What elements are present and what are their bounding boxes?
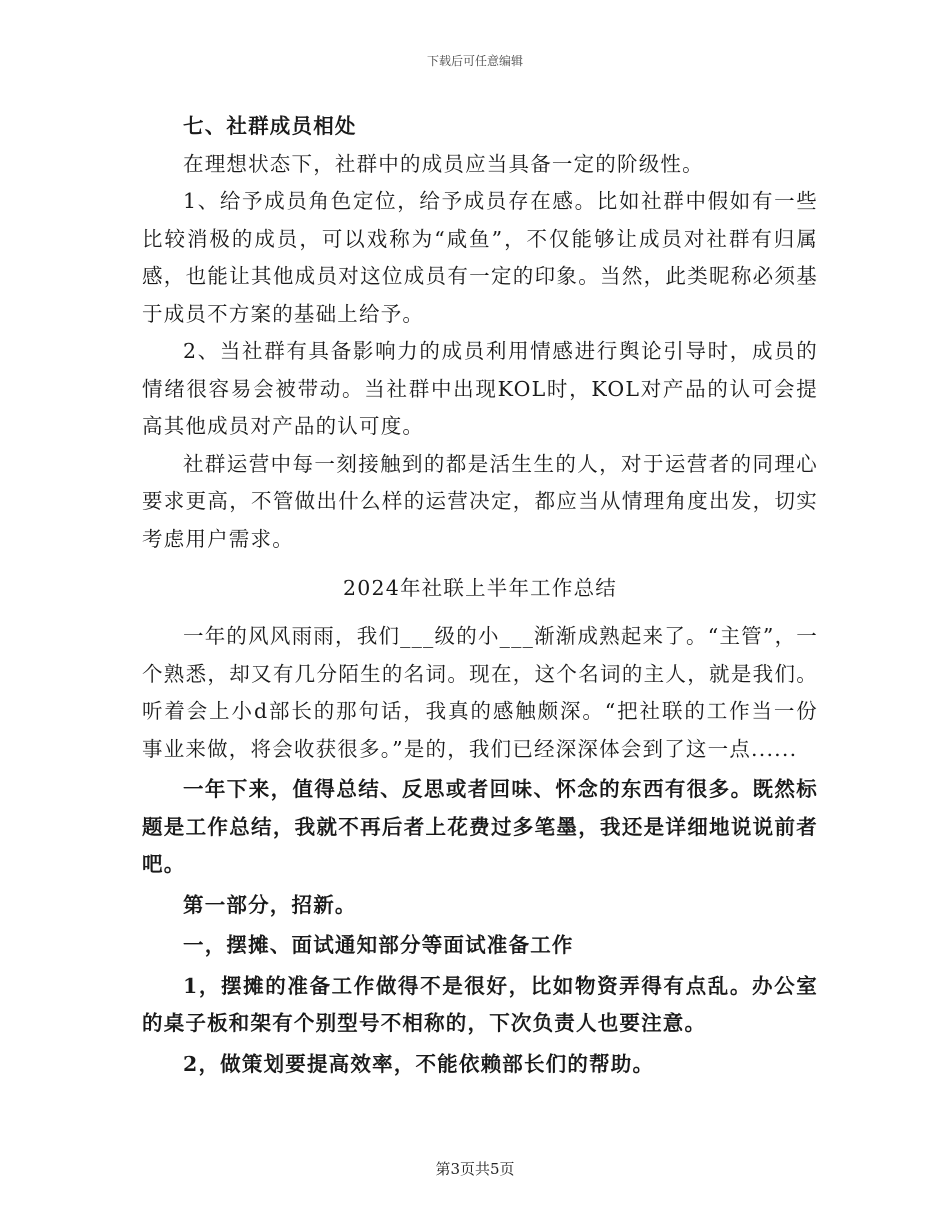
paragraph: 一年的风风雨雨，我们___级的小___渐渐成熟起来了。“主管”，一个熟悉，却又有几分陌生的名词。现在，这个名词的主人，就是我们。听着会上小d部长的那句话，我真的感触颇深。“把社联的工作当一份事业来做，将会收获很多。”是的，我们已经深深体会到了这一点......: [142, 624, 818, 761]
paragraph-bold: 一年下来，值得总结、反思或者回味、怀念的东西有很多。既然标题是工作总结，我就不再后者上花费过多笔墨，我还是详细地说说前者吧。: [142, 777, 818, 876]
paragraph: 1、给予成员角色定位，给予成员存在感。比如社群中假如有一些比较消极的成员，可以戏称为“咸鱼”，不仅能够让成员对社群有归属感，也能让其他成员对这位成员有一定的印象。当然，此类昵称必须基于成员不方案的基础上给予。: [142, 189, 818, 326]
page-header: 下载后可任意编辑: [426, 54, 523, 68]
document-title: 2024年社联上半年工作总结: [343, 576, 617, 600]
document-body: [142, 108, 818, 1083]
paragraph: 2、当社群有具备影响力的成员利用情感进行舆论引导时，成员的情绪很容易会被带动。当社群中出现KOL时，KOL对产品的认可会提高其他成员对产品的认可度。: [142, 339, 818, 438]
paragraph-bold: 2，做策划要提高效率，不能依赖部长们的帮助。: [183, 1051, 655, 1076]
subsection-heading: 一，摆摊、面试通知部分等面试准备工作: [183, 933, 574, 957]
page-number: 第3页共5页: [435, 1160, 515, 1178]
paragraph-bold: 1，摆摊的准备工作做得不是很好，比如物资弄得有点乱。办公室的桌子板和架有个别型号不相称的，下次负责人也要注意。: [142, 973, 818, 1035]
subsection-heading: 第一部分，招新。: [183, 892, 357, 917]
paragraph: 在理想状态下，社群中的成员应当具备一定的阶级性。: [183, 151, 704, 176]
paragraph: 社群运营中每一刻接触到的都是活生生的人，对于运营者的同理心要求更高，不管做出什么样的运营决定，都应当从情理角度出发，切实考虑用户需求。: [142, 451, 818, 551]
section-heading: 七、社群成员相处: [183, 114, 357, 138]
